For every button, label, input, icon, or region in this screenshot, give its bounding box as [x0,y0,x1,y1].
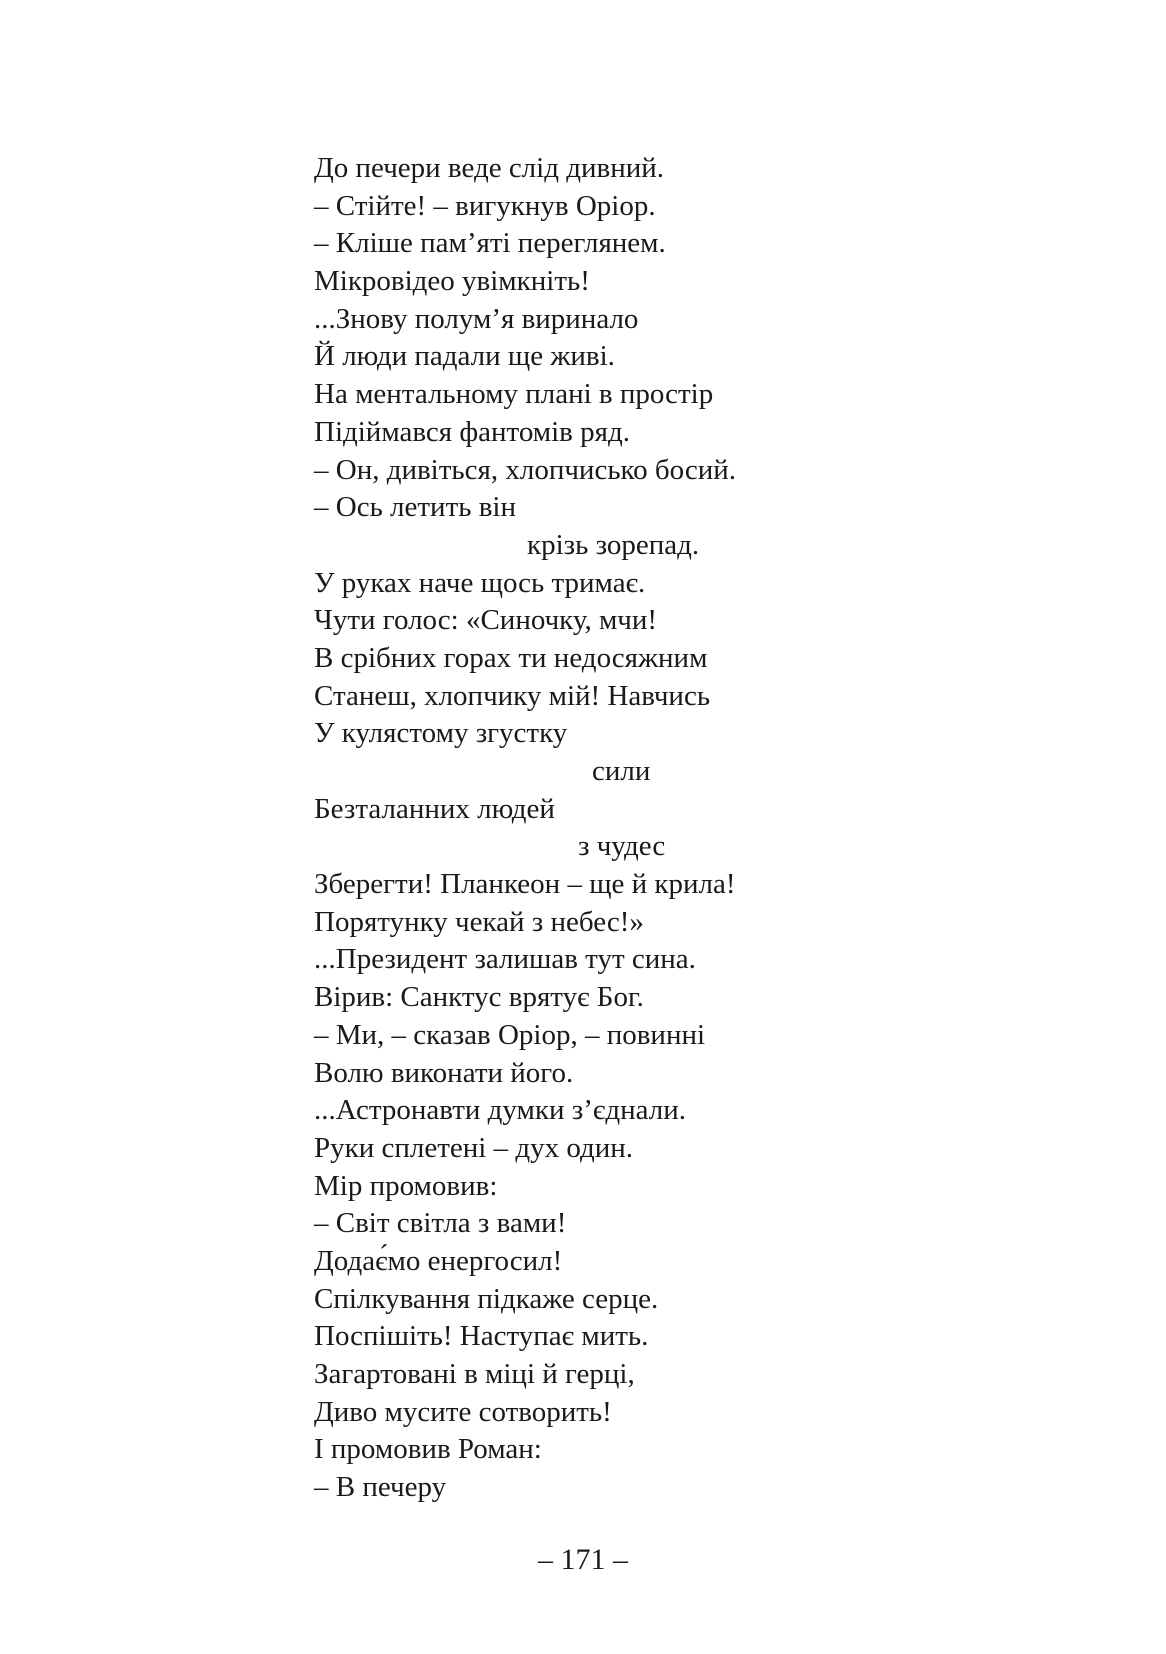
poem-line: Станеш, хлопчику мій! Навчись [314,679,711,712]
poem-line: Диво мусите сотворить! [314,1395,612,1428]
poem-line: – Кліше пам’яті переглянем. [314,227,666,260]
poem-line: Підіймався фантомів ряд. [314,415,630,448]
poem-line: Безталанних людей [314,792,555,825]
poem-line: Додає́мо енергосил! [314,1244,563,1277]
poem-line: – Ось летить він [314,491,516,524]
page-number: – 171 – [538,1543,628,1576]
poem-line-indented: сили [592,755,651,787]
poem-line: Мір промовив: [314,1169,498,1202]
poem-line: На ментальному плані в простір [314,378,714,411]
poem-line: Волю виконати його. [314,1056,574,1089]
poem-line: Чути голос: «Синочку, мчи! [314,604,658,637]
poem-line: – Он, дивіться, хлопчисько босий. [314,453,737,486]
poem-line: У кулястому згустку [314,717,568,750]
poem-line: У руках наче щось тримає. [314,566,646,599]
poem-line: Вірив: Санктус врятує Бог. [314,981,644,1014]
poem-line: Зберегти! Планкеон – ще й крила! [314,868,736,901]
poem-line: В срібних горах ти недосяжним [314,641,708,674]
poem-line: ...Астронавти думки з’єднали. [314,1094,686,1127]
poem-text [314,150,1114,1507]
poem-line-indented: з чудес [578,830,666,863]
poem-line: ...Знову полум’я виринало [314,302,639,335]
poem-line: – Світ світла з вами! [314,1207,567,1240]
poem-line: – Ми, – сказав Оріор, – повинні [314,1018,706,1051]
poem-line-indented: крізь зорепад. [527,528,700,561]
poem-line: І промовив Роман: [314,1433,542,1466]
poem-line: До печери веде слід дивний. [314,152,664,184]
poem-line: Мікровідео увімкніть! [314,265,590,298]
poem-line: Руки сплетені – дух один. [314,1131,634,1164]
poem-line: – В печеру [314,1471,447,1504]
poem-line: Й люди падали ще живі. [314,340,615,373]
poem-line: Спілкування підкаже серце. [314,1282,659,1315]
poem-line: – Стійте! – вигукнув Оріор. [314,189,656,222]
poem-line: ...Президент залишав тут сина. [314,943,696,976]
poem-line: Порятунку чекай з небес!» [314,905,644,938]
poem-line: Загартовані в міці й герці, [314,1358,635,1390]
poem-line: Поспішіть! Наступає мить. [314,1320,649,1353]
